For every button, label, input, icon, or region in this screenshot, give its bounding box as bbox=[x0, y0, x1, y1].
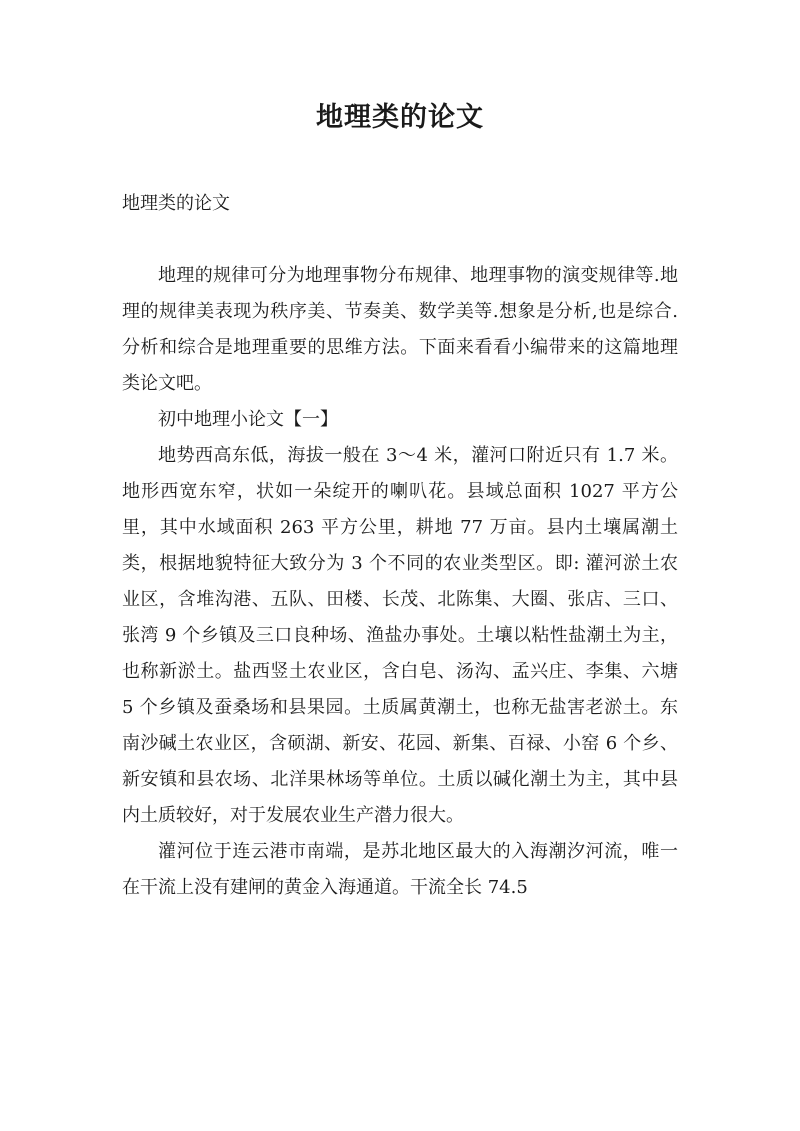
document-subtitle: 地理类的论文 bbox=[122, 193, 230, 214]
intro-paragraph: 地理的规律可分为地理事物分布规律、地理事物的演变规律等.地理的规律美表现为秩序美、节奏美、数学美等.想象是分析,也是综合.分析和综合是地理重要的思维方法。下面来看看小编带来的这篇地理类论文吧。 bbox=[122, 265, 678, 394]
river-paragraph: 灌河位于连云港市南端，是苏北地区最大的入海潮汐河流，唯一在干流上没有建闸的黄金入海通道。干流全长 74.5 bbox=[122, 841, 678, 898]
section-heading: 初中地理小论文【一】 bbox=[158, 409, 338, 430]
terrain-paragraph: 地势西高东低，海拔一般在 3～4 米，灌河口附近只有 1.7 米。地形西宽东窄，状如一朵绽开的喇叭花。县域总面积 1027 平方公里，其中水域面积 263 平方公里，耕地 77 万亩。县内土壤属潮土类，根据地貌特征大致分为 3 个不同的农业类型区。即: 灌河淤土农业区，含堆沟港、五队、田楼、长茂、北陈集、大圈、张店、三口、张湾 9 个乡镇及三口良种场、渔盐办事处。土壤以粘性盐潮土为主，也称新淤土。盐西竖土农业区，含白皂、汤沟、孟兴庄、李集、六塘 5 个乡镇及蚕桑场和县果园。土质属黄潮土，也称无盐害老淤土。东南沙碱土农业区，含硕湖、新安、花园、新集、百禄、小窑 6 个乡、新安镇和县农场、北洋果林场等单位。土质以碱化潮土为主，其中县内土质较好，对于发展农业生产潜力很大。 bbox=[122, 445, 678, 826]
document-title: 地理类的论文 bbox=[316, 102, 484, 133]
document-body bbox=[122, 258, 678, 906]
